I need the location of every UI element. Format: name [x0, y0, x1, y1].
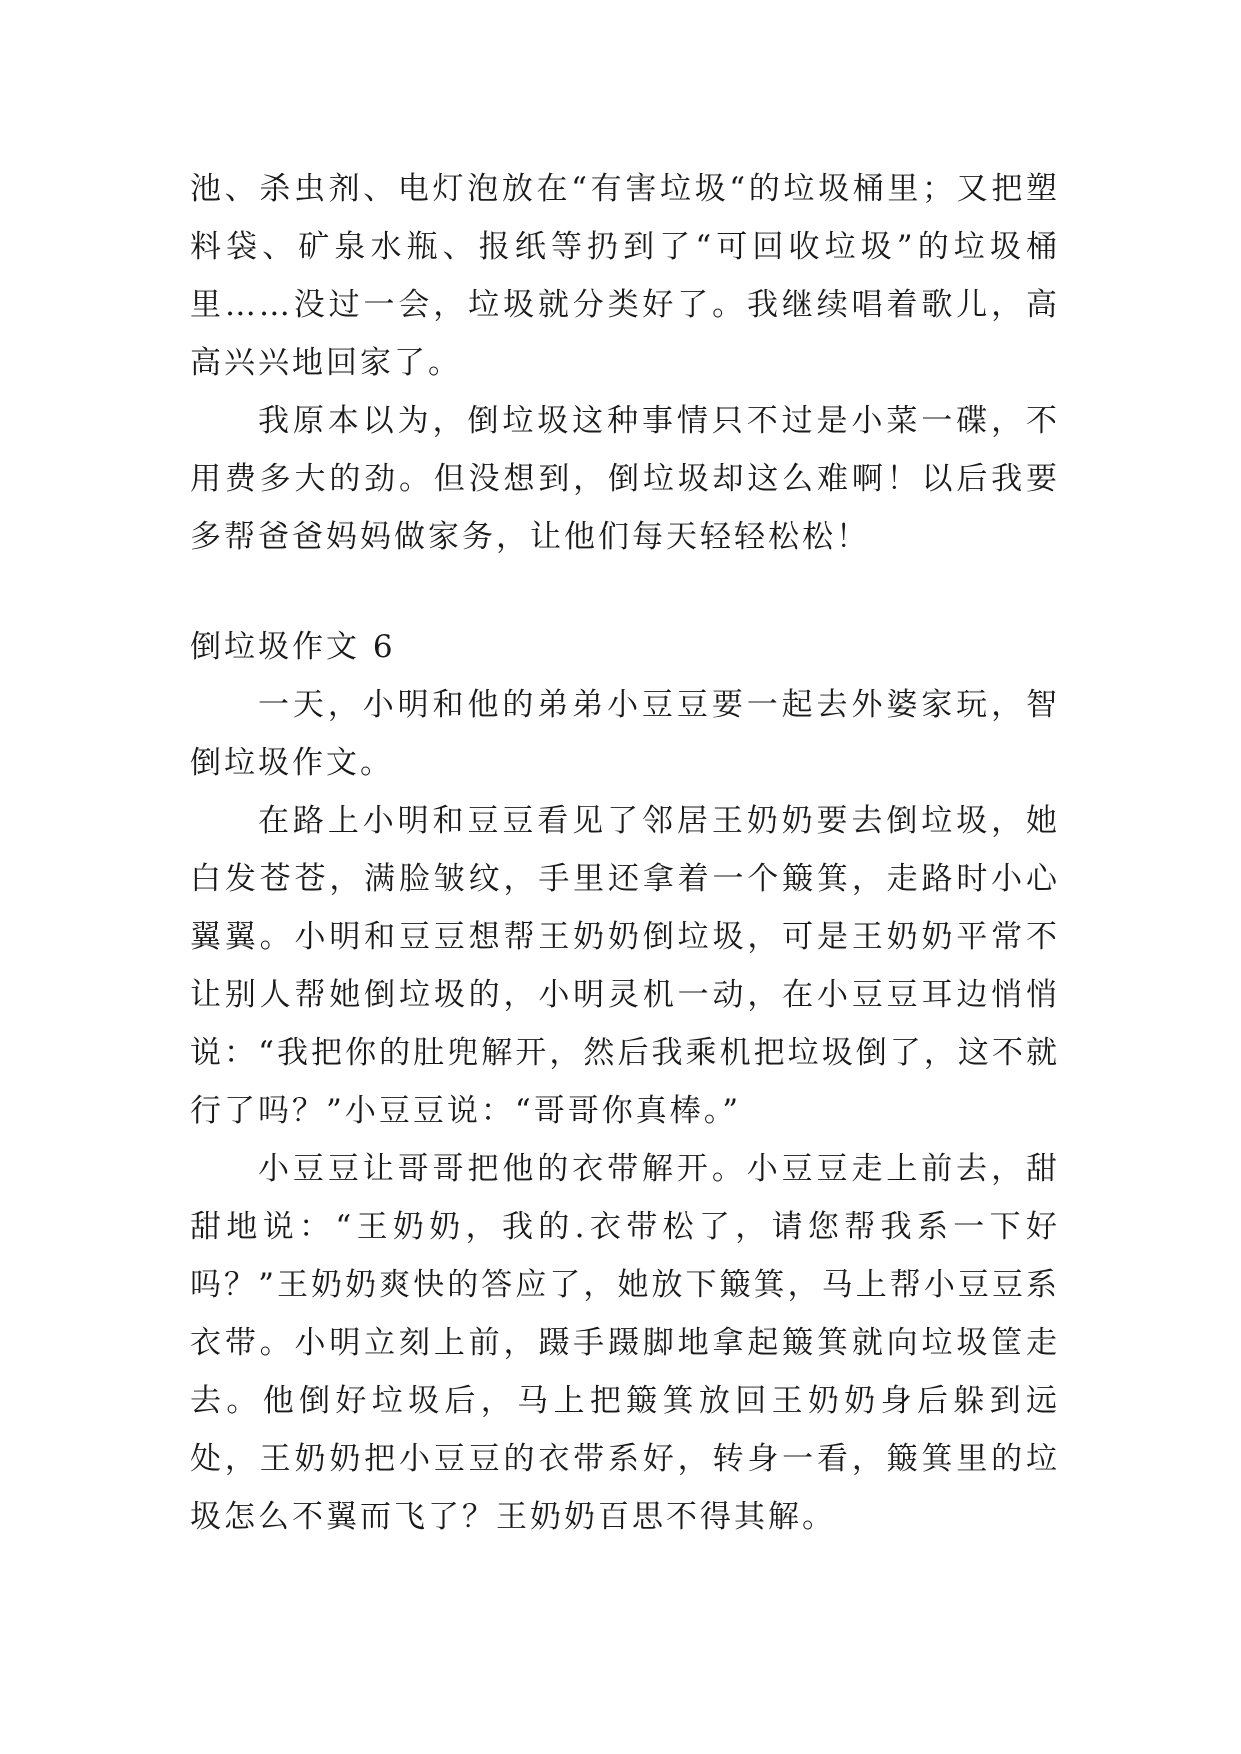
paragraph: 我原本以为，倒垃圾这种事情只不过是小菜一碟，不用费多大的劲。但没想到，倒垃圾却这么难啊！以后我要多帮爸爸妈妈做家务，让他们每天轻轻松松！ [190, 403, 1060, 555]
paragraph: 在路上小明和豆豆看见了邻居王奶奶要去倒垃圾，她白发苍苍，满脸皱纹，手里还拿着一个簸箕，走路时小心翼翼。小明和豆豆想帮王奶奶倒垃圾，可是王奶奶平常不让别人帮她倒垃圾的，小明灵机一动，在小豆豆耳边悄悄说：“我把你的肚兜解开，然后我乘机把垃圾倒了，这不就行了吗？”小豆豆说：“哥哥你真棒。” [190, 803, 1060, 1129]
paragraph: 小豆豆让哥哥把他的衣带解开。小豆豆走上前去，甜甜地说：“王奶奶，我的.衣带松了，请您帮我系一下好吗？”王奶奶爽快的答应了，她放下簸箕，马上帮小豆豆系衣带。小明立刻上前，蹑手蹑脚地拿起簸箕就向垃圾筐走去。他倒好垃圾后，马上把簸箕放回王奶奶身后躲到远处，王奶奶把小豆豆的衣带系好，转身一看，簸箕里的垃圾怎么不翼而飞了？王奶奶百思不得其解。 [190, 1151, 1060, 1535]
paragraph: 一天，小明和他的弟弟小豆豆要一起去外婆家玩，智倒垃圾作文。 [190, 687, 1060, 781]
section-title: 倒垃圾作文 6 [190, 629, 396, 665]
paragraph: 池、杀虫剂、电灯泡放在“有害垃圾“的垃圾桶里；又把塑料袋、矿泉水瓶、报纸等扔到了“可回收垃圾”的垃圾桶里……没过一会，垃圾就分类好了。我继续唱着歌儿，高高兴兴地回家了。 [190, 171, 1060, 381]
document-body [190, 160, 1060, 1546]
